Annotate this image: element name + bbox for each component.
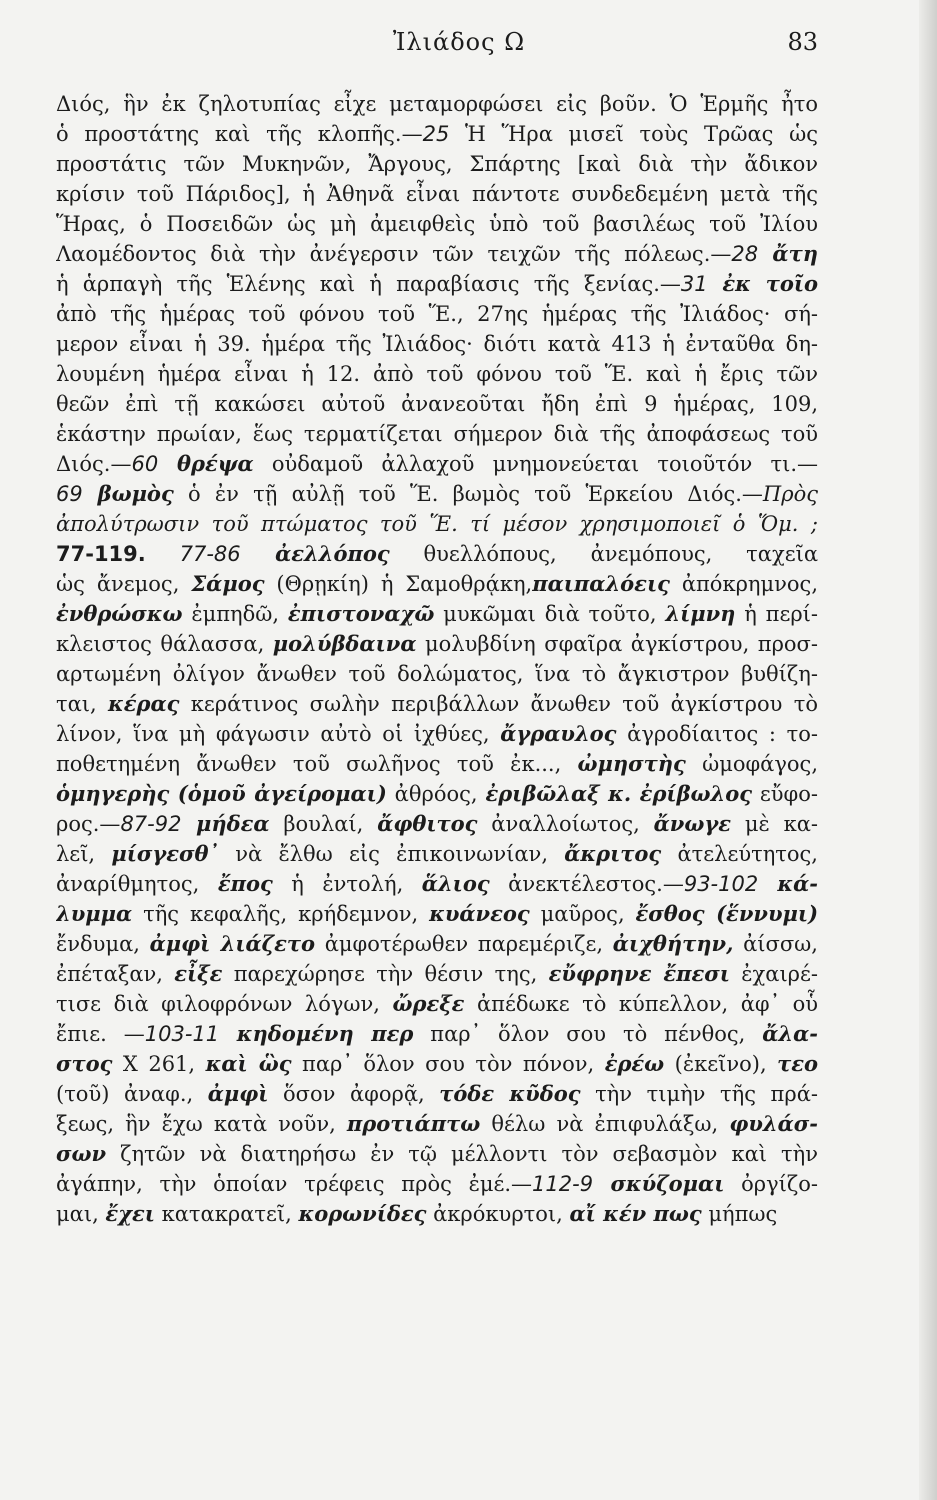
text-line xyxy=(56,209,818,239)
text-line xyxy=(56,989,818,1019)
lemma-term: σων xyxy=(56,1141,107,1166)
text-segment: ἀναλλοίωτος, xyxy=(477,812,654,836)
lemma-term: ἄλα- xyxy=(762,1021,818,1046)
text-segment: ὠμοφάγος, xyxy=(685,752,818,776)
text-segment: κατακρατεῖ, xyxy=(154,1202,299,1226)
text-segment: κεράτινος σωλὴν περιβάλλων ἄνωθεν τοῦ ἀγκίστρου τὸ xyxy=(179,692,818,716)
lemma-term: ὤρεξε xyxy=(392,991,465,1016)
text-segment: τισε διὰ φιλοφρόνων λόγων, xyxy=(56,992,393,1016)
text-segment: ἐμπηδῶ, xyxy=(182,602,288,626)
text-segment: (ἐκεῖνο), xyxy=(664,1052,778,1076)
text-line xyxy=(56,929,818,959)
text-segment: λίνον, ἵνα μὴ φάγωσιν αὐτὸ οἱ ἰχθύες, xyxy=(56,722,501,746)
text-segment: ὁ ἐν τῇ αὐλῇ τοῦ Ἕ. βωμὸς τοῦ Ἑρκείου Διός.— xyxy=(173,482,763,506)
text-segment: θέλω νὰ ἐπιφυλάξω, xyxy=(480,1112,730,1136)
lemma-term: κά- xyxy=(758,871,818,896)
lemma-term: κυάνεος xyxy=(429,901,530,926)
lemma-term: ἀμφὶ λιάζετο xyxy=(149,931,316,956)
lemma-term: κέρας xyxy=(108,691,180,716)
lemma-term: ἐρέω xyxy=(604,1051,665,1076)
text-line xyxy=(56,1019,818,1049)
text-segment: ἀμφοτέρωθεν παρεμέριζε, xyxy=(315,932,613,956)
text-segment: ἡ ἁρπαγὴ τῆς Ἑλένης καὶ ἡ παραβίασις τῆς ξενίας.— xyxy=(56,272,681,296)
text-segment: ὀργίζο- xyxy=(724,1172,818,1196)
text-line xyxy=(56,179,818,209)
lemma-term: στος xyxy=(56,1051,113,1076)
text-line xyxy=(56,239,818,269)
text-segment: μαῦρος, xyxy=(529,902,636,926)
text-segment: ἀπολύτρωσιν τοῦ πτώματος τοῦ Ἕ. τί μέσον χρησιμοποιεῖ ὁ Ὅμ. ; xyxy=(56,512,818,536)
lemma-term: φυλάσ- xyxy=(729,1111,818,1136)
lemma-term: ὁμηγερὴς (ὁμοῦ ἀγείρομαι) xyxy=(56,781,387,806)
text-segment: ἀνεκτέλεστος.— xyxy=(489,872,684,896)
text-segment: ἀκρόκυρτοι, xyxy=(426,1202,570,1226)
text-segment: 60 xyxy=(131,452,159,476)
lemma-term: λίμνη xyxy=(665,601,736,626)
text-segment: ἀπόκρημνος, xyxy=(669,572,818,596)
lemma-term: ἔσθος (ἕννυμι) xyxy=(635,901,818,926)
text-segment: ἐπέταξαν, xyxy=(56,962,175,986)
text-segment: μαι, xyxy=(56,1202,106,1226)
text-segment: 77-119. xyxy=(56,542,146,566)
text-segment: εὔφο- xyxy=(752,782,818,806)
text-segment: ἀίσσω, xyxy=(733,932,818,956)
text-line xyxy=(56,1049,818,1079)
lemma-term: παιπαλόεις xyxy=(532,571,670,596)
text-segment: ἀπὸ τῆς ἡμέρας τοῦ φόνου τοῦ Ἕ., 27ης ἡμέρας τῆς Ἰλιάδος· σή- xyxy=(56,302,818,326)
text-segment: 87-92 xyxy=(120,812,182,836)
lemma-term: ἄτη xyxy=(758,241,818,266)
lemma-term: καὶ ὣς xyxy=(205,1051,292,1076)
text-segment: ἐχαιρέ- xyxy=(729,962,818,986)
text-segment: (Θρῃκίη) ἡ Σαμοθρᾴκη, xyxy=(264,572,533,596)
lemma-term: Σάμος xyxy=(191,571,265,596)
lemma-term: ἔπος xyxy=(217,871,273,896)
lemma-term: ἐκ τοῖο xyxy=(707,271,818,296)
text-line xyxy=(56,329,818,359)
lemma-term: σκύζομαι xyxy=(593,1171,725,1196)
text-segment: ἀτελεύτητος, xyxy=(661,842,818,866)
text-line xyxy=(56,299,818,329)
lemma-term: ἐριβῶλαξ κ. ἐρίβωλος xyxy=(485,781,753,806)
text-line xyxy=(56,449,818,479)
text-segment: ἀγροδίαιτος : το- xyxy=(616,722,818,746)
text-segment: ἔνδυμα, xyxy=(56,932,150,956)
text-segment: κρίσιν τοῦ Πάριδος], ἡ Ἀθηνᾶ εἶναι πάντοτε συνδεδεμένη μετὰ τῆς xyxy=(56,182,818,206)
text-segment: ὅσον ἀφορᾷ, xyxy=(268,1082,440,1106)
text-segment: ζητῶν νὰ διατηρήσω ἐν τῷ μέλλοντι τὸν σεβασμὸν καὶ τὴν xyxy=(106,1142,818,1166)
text-segment: λουμένη ἡμέρα εἶναι ἡ 12. ἀπὸ τοῦ φόνου τοῦ Ἕ. καὶ ἡ ἔρις τῶν xyxy=(56,362,818,386)
page-number: 83 xyxy=(787,28,818,56)
text-segment: ἔπιε. — xyxy=(56,1022,145,1046)
text-segment: θυελλόπους, ἀνεμόπους, ταχεῖα xyxy=(389,542,818,566)
text-line xyxy=(56,629,818,659)
text-segment: κλειστος θάλασσα, xyxy=(56,632,273,656)
text-segment: λεῖ, xyxy=(56,842,112,866)
lemma-term: κορωνίδες xyxy=(298,1201,427,1226)
lemma-term: ὠμηστὴς xyxy=(577,751,686,776)
lemma-term: ἐνθρώσκω xyxy=(56,601,183,626)
lemma-term: μίσγεσθ᾽ xyxy=(111,841,219,866)
text-segment: θεῶν ἐπὶ τῇ κακώσει αὐτοῦ ἀνανεοῦται ἤδη ἐπὶ 9 ἡμέρας, 109, xyxy=(56,392,818,416)
text-segment: οὐδαμοῦ ἀλλαχοῦ μνημονεύεται τοιοῦτόν τι.— xyxy=(253,452,818,476)
lemma-term: ἐπιστοναχῶ xyxy=(287,601,435,626)
text-segment: Διός, ἣν ἐκ ζηλοτυπίας εἶχε μεταμορφώσει εἰς βοῦν. Ὁ Ἑρμῆς ἦτο xyxy=(56,92,818,116)
text-segment: Ἥρας, ὁ Ποσειδῶν ὡς μὴ ἀμειφθεὶς ὑπὸ τοῦ βασιλέως τοῦ Ἰλίου xyxy=(56,212,818,236)
text-line xyxy=(56,839,818,869)
text-segment: 103-11 xyxy=(144,1022,220,1046)
text-segment: παρ᾽ ὅλον σου τὸν πόνον, xyxy=(291,1052,605,1076)
text-segment: μήπως xyxy=(701,1202,778,1226)
lemma-term: μολύβδαινα xyxy=(272,631,417,656)
lemma-term: τεο xyxy=(777,1051,818,1076)
text-segment: μολυβδίνη σφαῖρα ἀγκίστρου, προσ- xyxy=(416,632,818,656)
lemma-term: ἀμφὶ xyxy=(207,1081,269,1106)
lemma-term: βωμὸς xyxy=(82,481,174,506)
text-line xyxy=(56,569,818,599)
text-segment: ἑκάστην πρωίαν, ἕως τερματίζεται σήμερον διὰ τῆς ἀποφάσεως τοῦ xyxy=(56,422,818,446)
text-segment: ἀθρόος, xyxy=(386,782,486,806)
text-segment: 28 xyxy=(731,242,759,266)
text-line xyxy=(56,689,818,719)
text-line xyxy=(56,899,818,929)
text-line xyxy=(56,659,818,689)
text-segment: ἡ ἐντολή, xyxy=(272,872,422,896)
text-segment: Ἡ Ἥρα μισεῖ τοὺς Τρῶας ὡς xyxy=(449,122,818,146)
text-segment: μερον εἶναι ἡ 39. ἡμέρα τῆς Ἰλιάδος· διότι κατὰ 413 ἡ ἐνταῦθα δη- xyxy=(56,332,818,356)
text-line xyxy=(56,89,818,119)
text-line xyxy=(56,959,818,989)
text-segment: ὡς ἄνεμος, xyxy=(56,572,192,596)
text-line xyxy=(56,779,818,809)
lemma-term: ἄνωγε xyxy=(653,811,731,836)
lemma-term: θρέψα xyxy=(158,451,254,476)
text-segment: ἡ περί- xyxy=(735,602,818,626)
text-line xyxy=(56,479,818,509)
text-segment: ὁ προστάτης καὶ τῆς κλοπῆς.— xyxy=(56,122,423,146)
text-segment: παρ᾽ ὅλον σου τὸ πένθος, xyxy=(413,1022,763,1046)
text-line xyxy=(56,1139,818,1169)
text-line xyxy=(56,389,818,419)
text-segment: τῆς κεφαλῆς, κρήδεμνον, xyxy=(132,902,430,926)
commentary-text xyxy=(56,89,818,1229)
text-segment: ἀγάπην, τὴν ὁποίαν τρέφεις πρὸς ἐμέ.— xyxy=(56,1172,533,1196)
text-segment: ποθετημένη ἄνωθεν τοῦ σωλῆνος τοῦ ἐκ..., xyxy=(56,752,578,776)
text-segment: ἀναρίθμητος, xyxy=(56,872,218,896)
lemma-term: αἴ κέν πως xyxy=(569,1201,702,1226)
text-segment: τὴν τιμὴν τῆς πρά- xyxy=(580,1082,818,1106)
text-segment: ξεως, ἣν ἔχω κατὰ νοῦν, xyxy=(56,1112,347,1136)
lemma-term: ἀελλόπος xyxy=(240,541,390,566)
lemma-term: τόδε κῦδος xyxy=(439,1081,581,1106)
lemma-term: κηδομένη περ xyxy=(219,1021,414,1046)
text-line xyxy=(56,119,818,149)
text-line xyxy=(56,1079,818,1109)
text-line xyxy=(56,1169,818,1199)
lemma-term: προτιάπτω xyxy=(346,1111,481,1136)
text-segment: 77-86 xyxy=(145,542,241,566)
text-line xyxy=(56,149,818,179)
lemma-term: λυμμα xyxy=(56,901,133,926)
text-segment: Λαομέδοντος διὰ τὴν ἀνέγερσιν τῶν τειχῶν τῆς πόλεως.— xyxy=(56,242,732,266)
text-line xyxy=(56,599,818,629)
text-segment: 25 xyxy=(422,122,450,146)
lemma-term: ἅλιος xyxy=(421,871,490,896)
text-segment: βουλαί, xyxy=(269,812,378,836)
text-segment: Χ 261, xyxy=(112,1052,206,1076)
text-line xyxy=(56,509,818,539)
text-line xyxy=(56,1199,818,1229)
text-segment: ρος.— xyxy=(56,812,121,836)
lemma-term: ἔχει xyxy=(105,1201,155,1226)
lemma-term: εὔφρηνε ἔπεσι xyxy=(548,961,730,986)
text-line xyxy=(56,719,818,749)
text-segment: Διός.— xyxy=(56,452,132,476)
text-segment: αρτωμένη ὀλίγον ἄνωθεν τοῦ δολώματος, ἵνα τὸ ἄγκιστρον βυθίζη- xyxy=(56,662,818,686)
text-segment: 93-102 xyxy=(683,872,759,896)
text-segment: ται, xyxy=(56,692,109,716)
text-segment: μυκῶμαι διὰ τοῦτο, xyxy=(434,602,666,626)
text-line xyxy=(56,269,818,299)
text-segment: Πρὸς xyxy=(762,482,818,506)
lemma-term: ἄγραυλος xyxy=(500,721,617,746)
lemma-term: ἀιχθήτην, xyxy=(612,931,734,956)
lemma-term: εἶξε xyxy=(174,961,223,986)
text-segment: προστάτις τῶν Μυκηνῶν, Ἄργους, Σπάρτης [καὶ διὰ τὴν ἄδικον xyxy=(56,152,818,176)
lemma-term: μήδεα xyxy=(181,811,270,836)
text-line xyxy=(56,869,818,899)
text-segment: παρεχώρησε τὴν θέσιν της, xyxy=(222,962,549,986)
page-edge-shadow xyxy=(919,0,937,1500)
text-line xyxy=(56,359,818,389)
text-line xyxy=(56,419,818,449)
page-header xyxy=(100,28,818,68)
text-line xyxy=(56,809,818,839)
text-segment: μὲ κα- xyxy=(730,812,818,836)
text-line xyxy=(56,1109,818,1139)
lemma-term: ἄκριτος xyxy=(564,841,662,866)
text-segment: νὰ ἔλθω εἰς ἐπικοινωνίαν, xyxy=(219,842,565,866)
lemma-term: ἄφθιτος xyxy=(377,811,478,836)
text-segment: ἀπέδωκε τὸ κύπελλον, ἀφ᾽ οὗ xyxy=(464,992,818,1016)
text-segment: 31 xyxy=(680,272,708,296)
text-segment: (τοῦ) ἀναφ., xyxy=(56,1082,208,1106)
text-segment: 69 xyxy=(56,482,83,506)
text-line xyxy=(56,539,818,569)
text-line xyxy=(56,749,818,779)
text-segment: 112-9 xyxy=(532,1172,594,1196)
running-title: Ἰλιάδος Ω xyxy=(392,28,526,56)
